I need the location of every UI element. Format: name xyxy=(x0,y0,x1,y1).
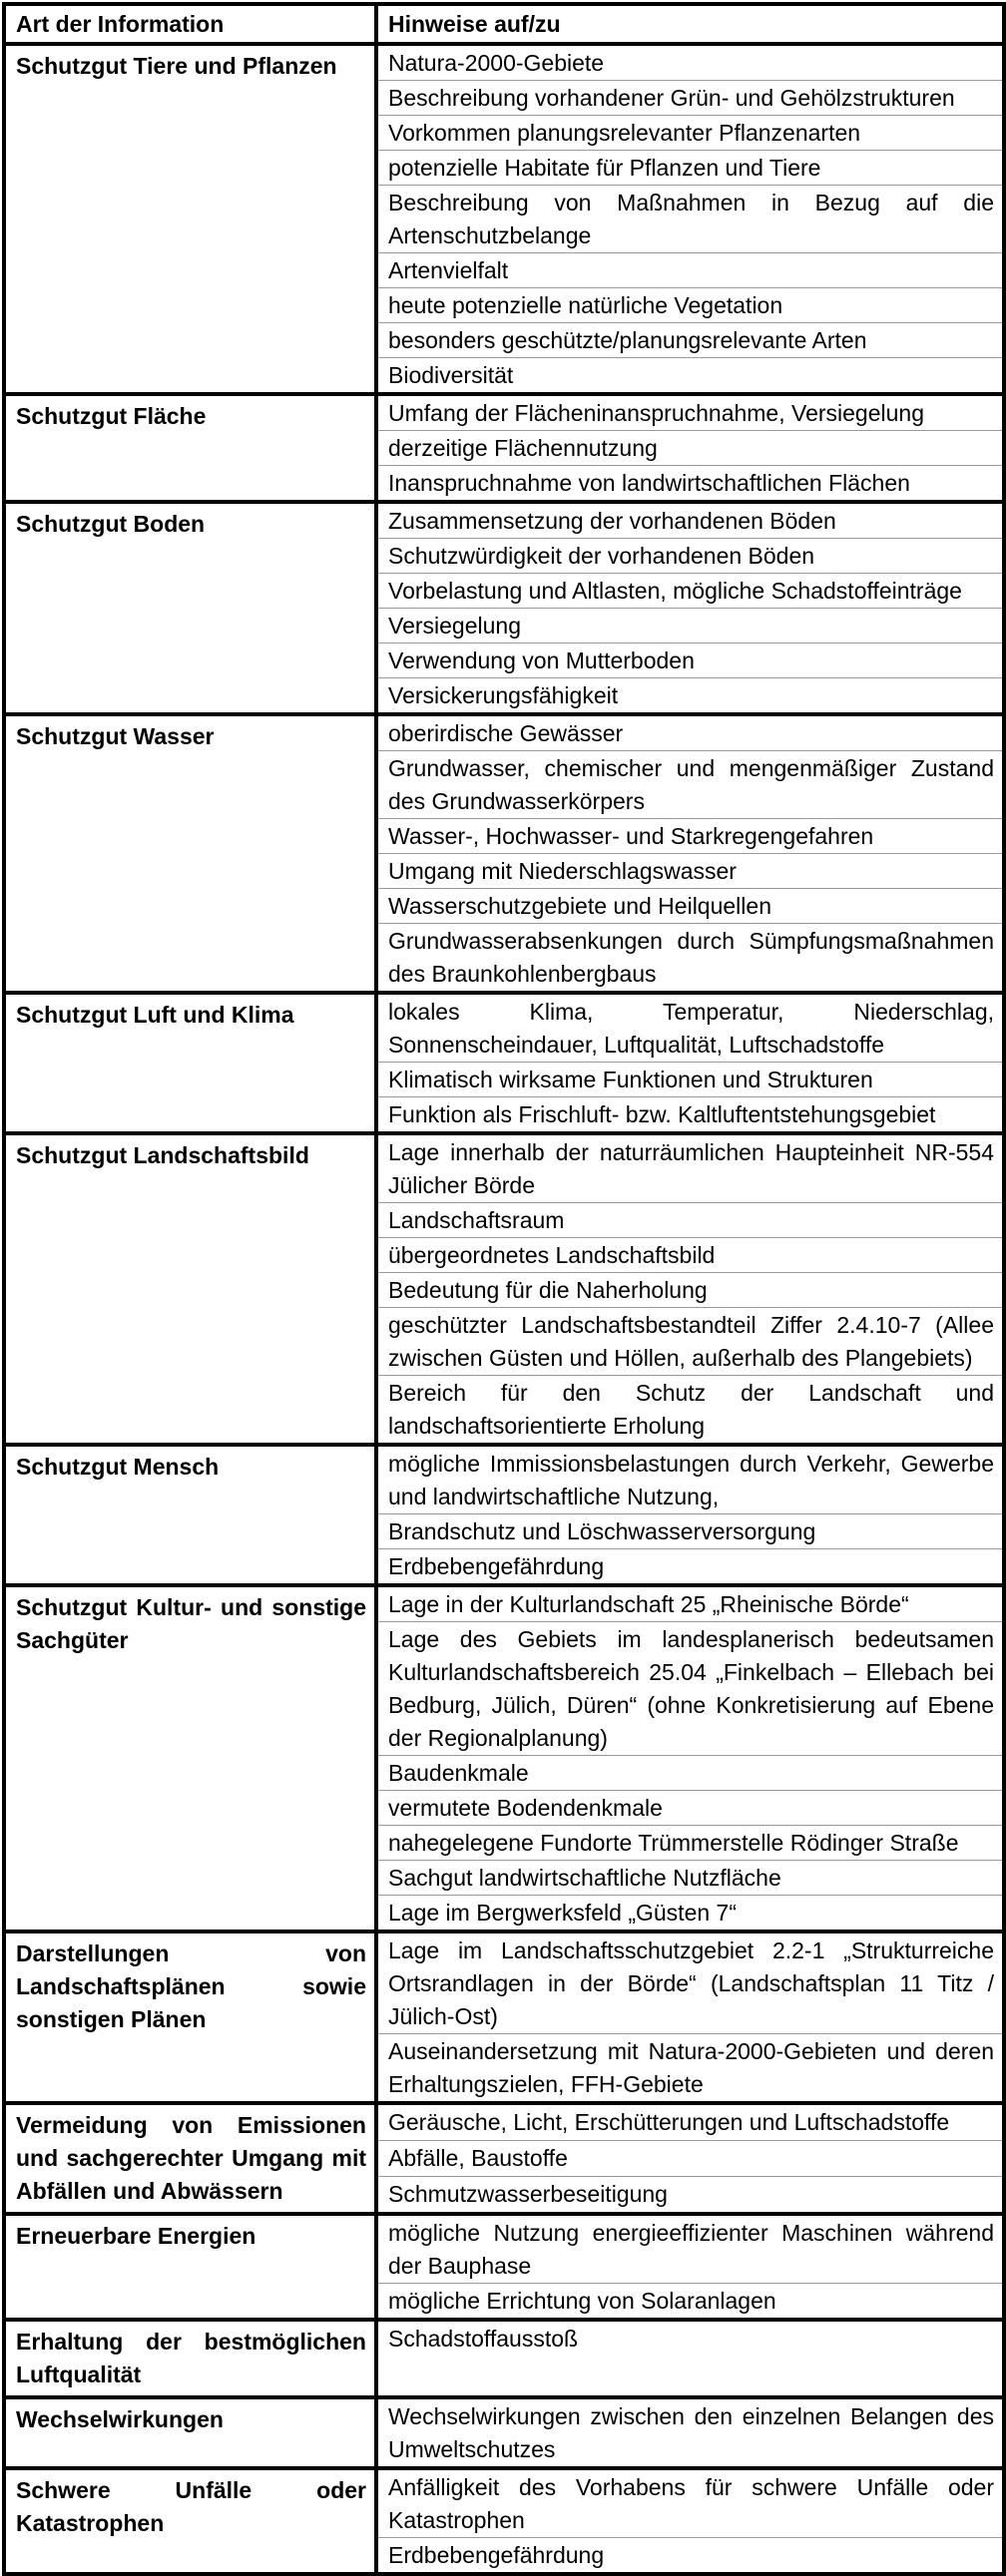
hint-cell: derzeitige Flächennutzung xyxy=(376,431,1004,466)
hint-cell: Sachgut landwirtschaftliche Nutzfläche xyxy=(376,1861,1004,1896)
hint-cell: Baudenkmale xyxy=(376,1756,1004,1791)
hint-cell: übergeordnetes Landschaftsbild xyxy=(376,1238,1004,1273)
hint-cell: Wechselwirkungen zwischen den einzelnen Belangen des Umweltschutzes xyxy=(376,2397,1004,2468)
hint-cell: Erdbebengefährdung xyxy=(376,2538,1004,2575)
topic-cell: Schutzgut Wasser xyxy=(4,714,376,993)
hint-cell: mögliche Immissionsbelastungen durch Verkehr, Gewerbe und landwirtschaftliche Nutzung, xyxy=(376,1445,1004,1514)
hint-cell: Grundwasserabsenkungen durch Sümpfungsmaßnahmen des Braunkohlenbergbaus xyxy=(376,924,1004,994)
hint-cell: Lage im Landschaftsschutzgebiet 2.2-1 „Strukturreiche Ortsrandlagen in der Börde“ (Landschaftsplan 11 Titz / Jülich-Ost) xyxy=(376,1932,1004,2034)
table-row xyxy=(4,394,1004,431)
hint-cell: vermutete Bodendenkmale xyxy=(376,1791,1004,1826)
hint-cell: Brandschutz und Löschwasserversorgung xyxy=(376,1514,1004,1549)
hint-cell: Versickerungsfähigkeit xyxy=(376,678,1004,715)
table-body xyxy=(4,44,1004,2574)
topic-cell: Erhaltung der bestmöglichen Luftqualität xyxy=(4,2320,376,2397)
table-row xyxy=(4,2468,1004,2538)
hint-cell: Lage des Gebiets im landesplanerisch bedeutsamen Kulturlandschaftsbereich 25.04 „Finkelbach – Ellebach bei Bedburg, Jülich, Düren“ (ohne Konkretisierung auf Ebene der Regionalplanung) xyxy=(376,1622,1004,1756)
hint-cell: Bedeutung für die Naherholung xyxy=(376,1273,1004,1308)
hint-cell: Inanspruchnahme von landwirtschaftlichen Flächen xyxy=(376,466,1004,503)
hint-cell: Schutzwürdigkeit der vorhandenen Böden xyxy=(376,539,1004,574)
hint-cell: potenzielle Habitate für Pflanzen und Tiere xyxy=(376,151,1004,186)
topic-cell: Schutzgut Mensch xyxy=(4,1445,376,1585)
hint-cell: Versiegelung xyxy=(376,609,1004,644)
hint-cell: Landschaftsraum xyxy=(376,1203,1004,1238)
hint-cell: Schmutzwasserbeseitigung xyxy=(376,2176,1004,2214)
hint-cell: Wasserschutzgebiete und Heilquellen xyxy=(376,889,1004,924)
hint-cell: Umfang der Flächeninanspruchnahme, Versiegelung xyxy=(376,394,1004,431)
topic-cell: Schutzgut Kultur- und sonstige Sachgüter xyxy=(4,1585,376,1932)
hint-cell: oberirdische Gewässer xyxy=(376,714,1004,751)
table-row xyxy=(4,2214,1004,2284)
hint-cell: besonders geschützte/planungsrelevante Arten xyxy=(376,323,1004,358)
hint-cell: Funktion als Frischluft- bzw. Kaltluftentstehungsgebiet xyxy=(376,1097,1004,1134)
hint-cell: Erdbebengefährdung xyxy=(376,1549,1004,1586)
topic-cell: Darstellungen von Landschaftsplänen sowie sonstigen Plänen xyxy=(4,1932,376,2103)
hint-cell: Natura-2000-Gebiete xyxy=(376,44,1004,81)
topic-cell: Schutzgut Boden xyxy=(4,502,376,714)
table-row xyxy=(4,44,1004,81)
hint-cell: Auseinandersetzung mit Natura-2000-Gebieten und deren Erhaltungszielen, FFH-Gebiete xyxy=(376,2034,1004,2104)
table-row xyxy=(4,1932,1004,2034)
table-row xyxy=(4,1445,1004,1514)
hint-cell: Geräusche, Licht, Erschütterungen und Luftschadstoffe xyxy=(376,2103,1004,2141)
header-row xyxy=(4,4,1004,44)
hint-cell: Beschreibung vorhandener Grün- und Gehölzstrukturen xyxy=(376,81,1004,116)
hint-cell: Lage in der Kulturlandschaft 25 „Rheinische Börde“ xyxy=(376,1585,1004,1622)
table-row xyxy=(4,2320,1004,2397)
hint-cell: lokales Klima, Temperatur, Niederschlag, Sonnenscheindauer, Luftqualität, Luftschadstoffe xyxy=(376,993,1004,1063)
topic-cell: Schutzgut Tiere und Pflanzen xyxy=(4,44,376,394)
topic-cell: Erneuerbare Energien xyxy=(4,2214,376,2320)
topic-cell: Wechselwirkungen xyxy=(4,2397,376,2468)
table-row xyxy=(4,714,1004,751)
hint-cell: Umgang mit Niederschlagswasser xyxy=(376,854,1004,889)
hint-cell: Abfälle, Baustoffe xyxy=(376,2141,1004,2177)
hint-cell: Klimatisch wirksame Funktionen und Strukturen xyxy=(376,1063,1004,1097)
hint-cell: geschützter Landschaftsbestandteil Ziffer 2.4.10-7 (Allee zwischen Güsten und Höllen, außerhalb des Plangebiets) xyxy=(376,1308,1004,1376)
hint-cell: Lage innerhalb der naturräumlichen Haupteinheit NR-554 Jülicher Börde xyxy=(376,1133,1004,1203)
hint-cell: mögliche Nutzung energieeffizienter Maschinen während der Bauphase xyxy=(376,2214,1004,2284)
table-row xyxy=(4,502,1004,539)
hint-cell: Vorkommen planungsrelevanter Pflanzenarten xyxy=(376,116,1004,151)
hint-cell: Schadstoffausstoß xyxy=(376,2320,1004,2397)
hint-cell: Vorbelastung und Altlasten, mögliche Schadstoffeinträge xyxy=(376,574,1004,609)
hint-cell: Bereich für den Schutz der Landschaft und landschaftsorientierte Erholung xyxy=(376,1376,1004,1446)
hint-cell: Anfälligkeit des Vorhabens für schwere Unfälle oder Katastrophen xyxy=(376,2468,1004,2538)
hint-cell: Biodiversität xyxy=(376,358,1004,395)
topic-cell: Schutzgut Luft und Klima xyxy=(4,993,376,1133)
header-art-der-information: Art der Information xyxy=(4,4,376,44)
hint-cell: Wasser-, Hochwasser- und Starkregengefahren xyxy=(376,819,1004,854)
table-row xyxy=(4,2397,1004,2468)
topic-cell: Vermeidung von Emissionen und sachgerechter Umgang mit Abfällen und Abwässern xyxy=(4,2103,376,2214)
hint-cell: mögliche Errichtung von Solaranlagen xyxy=(376,2284,1004,2321)
hint-cell: Artenvielfalt xyxy=(376,253,1004,288)
header-hinweise: Hinweise auf/zu xyxy=(376,4,1004,44)
table-row xyxy=(4,2103,1004,2141)
hint-cell: nahegelegene Fundorte Trümmerstelle Rödinger Straße xyxy=(376,1826,1004,1861)
hint-cell: Grundwasser, chemischer und mengenmäßiger Zustand des Grundwasserkörpers xyxy=(376,751,1004,819)
topic-cell: Schutzgut Fläche xyxy=(4,394,376,502)
hint-cell: Beschreibung von Maßnahmen in Bezug auf die Artenschutzbelange xyxy=(376,186,1004,253)
information-table xyxy=(2,2,1006,2576)
table-row xyxy=(4,993,1004,1063)
topic-cell: Schwere Unfälle oder Katastrophen xyxy=(4,2468,376,2574)
topic-cell: Schutzgut Landschaftsbild xyxy=(4,1133,376,1445)
table-row xyxy=(4,1585,1004,1622)
hint-cell: Verwendung von Mutterboden xyxy=(376,644,1004,678)
table-row xyxy=(4,1133,1004,1203)
hint-cell: Lage im Bergwerksfeld „Güsten 7“ xyxy=(376,1896,1004,1932)
hint-cell: heute potenzielle natürliche Vegetation xyxy=(376,288,1004,323)
hint-cell: Zusammensetzung der vorhandenen Böden xyxy=(376,502,1004,539)
